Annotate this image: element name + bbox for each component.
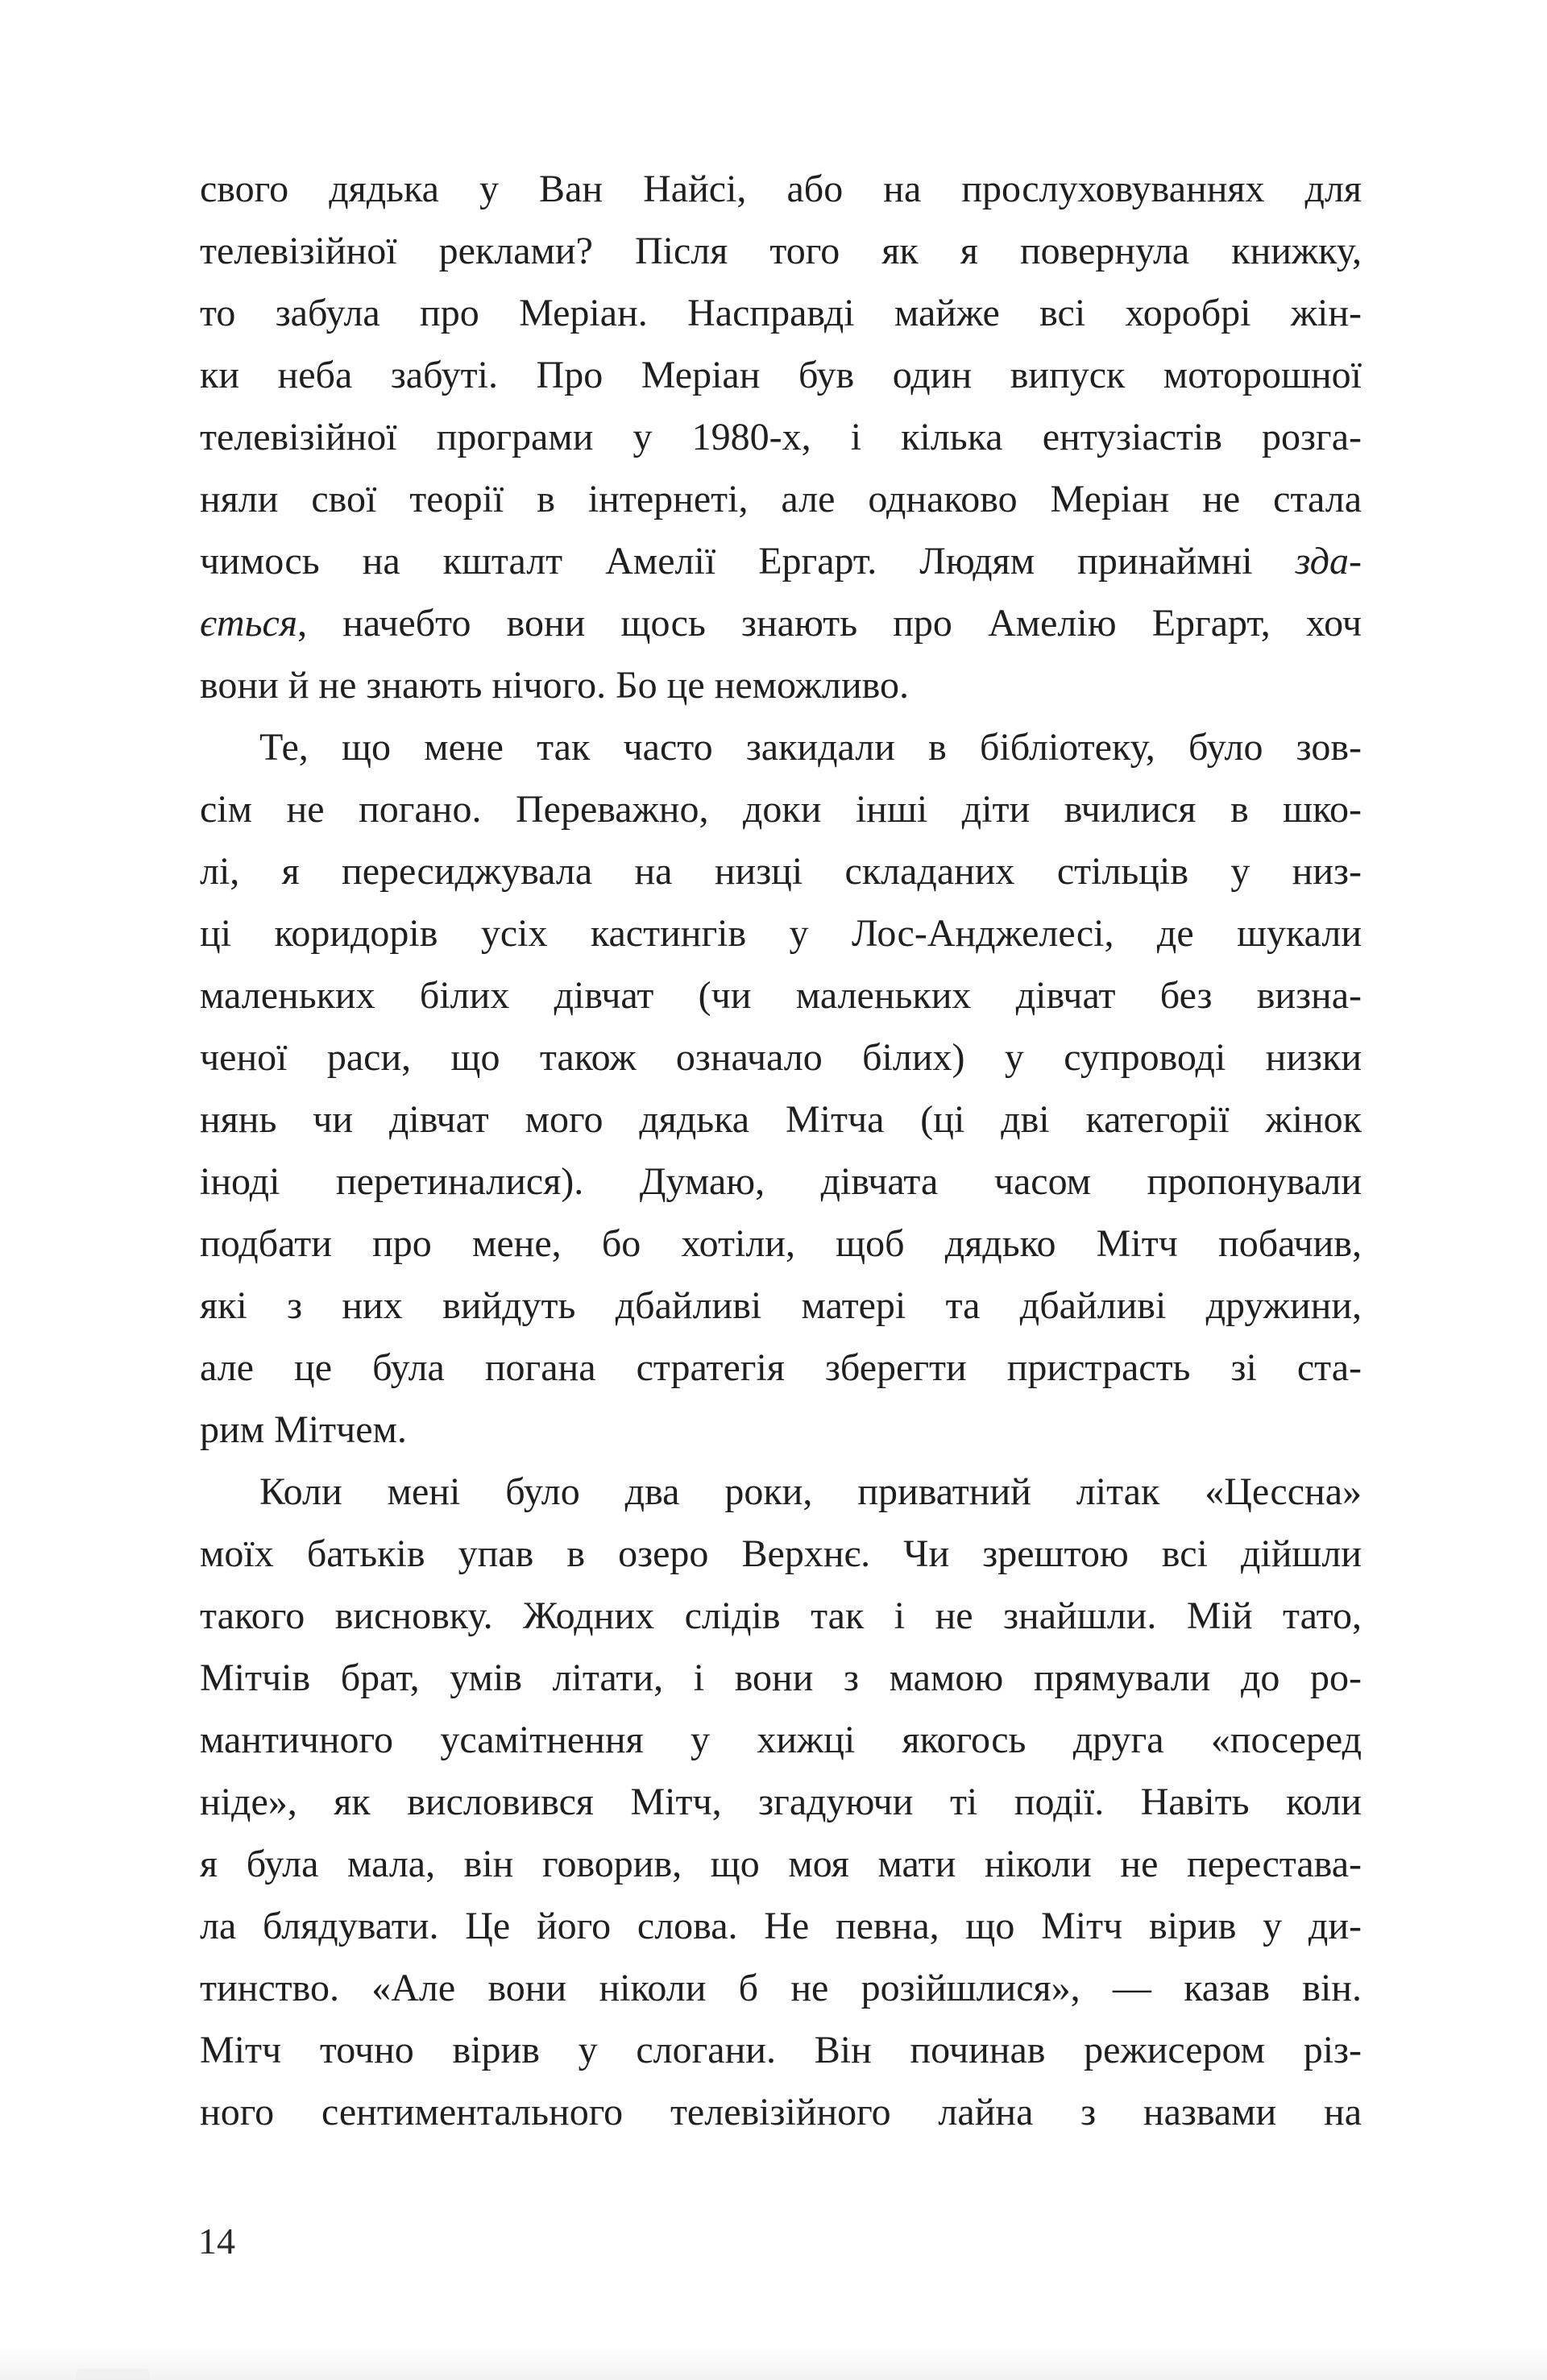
- body-text: мантичного усамітнення у хижці якогось друга «посеред: [200, 1719, 1362, 1761]
- scan-smudge: [77, 2369, 149, 2380]
- body-text: то забула про Меріан. Насправді майже всі хоробрі жін-: [200, 292, 1362, 334]
- body-text: Мітчів брат, умів літати, і вони з мамою прямували до ро-: [200, 1656, 1362, 1699]
- text-line: [200, 778, 1362, 840]
- body-text: ки неба забуті. Про Меріан був один випуск моторошної: [200, 354, 1362, 396]
- body-text: але це була погана стратегія зберегти пристрасть зі ста-: [200, 1346, 1362, 1389]
- text-line: [200, 1275, 1362, 1337]
- body-text: телевізійної реклами? Після того як я повернула книжку,: [200, 230, 1362, 272]
- body-text: іноді перетиналися). Думаю, дівчата часом пропонували: [200, 1160, 1362, 1203]
- body-text: сім не погано. Переважно, доки інші діти вчилися в шко-: [200, 788, 1362, 831]
- page-bottom-edge-shadow: [0, 2346, 1547, 2380]
- text-line: [200, 1585, 1362, 1647]
- body-text: вони й не знають нічого. Бо це неможливо.: [200, 664, 909, 707]
- body-text: подбати про мене, бо хотіли, щоб дядько Мітч побачив,: [200, 1222, 1362, 1265]
- body-text: ці коридорів усіх кастингів у Лос-Анджелесі, де шукали: [200, 912, 1362, 955]
- body-text: нянь чи дівчат мого дядька Мітча (ці дві категорії жінок: [200, 1098, 1362, 1141]
- body-text: Мітч точно вірив у слогани. Він починав режисером різ-: [200, 2029, 1362, 2071]
- text-line: [200, 1213, 1362, 1275]
- text-line: [200, 1088, 1362, 1151]
- body-text: які з них вийдуть дбайливі матері та дбайливі дружини,: [200, 1284, 1362, 1327]
- text-line: [200, 468, 1362, 530]
- text-line: [200, 1709, 1362, 1771]
- body-text: телевізійної програми у 1980-х, і кілька ентузіастів розга-: [200, 416, 1362, 458]
- text-line: [200, 1399, 1362, 1461]
- body-text: маленьких білих дівчат (чи маленьких дівчат без визна-: [200, 974, 1362, 1017]
- text-line: [200, 158, 1362, 220]
- text-line: [200, 1957, 1362, 2019]
- body-text: рим Мітчем.: [200, 1408, 407, 1451]
- body-text: лі, я пересиджувала на низці складаних стільців у низ-: [200, 850, 1362, 893]
- text-line: [200, 530, 1362, 592]
- body-text: я була мала, він говорив, що моя мати ніколи не перестава-: [200, 1843, 1362, 1885]
- text-line: [200, 902, 1362, 964]
- text-line: [200, 220, 1362, 282]
- text-line: [200, 964, 1362, 1026]
- text-line: [200, 654, 1362, 716]
- text-line: [200, 344, 1362, 406]
- body-text: чимось на кшталт Амелії Ергарт. Людям принаймні: [200, 540, 1296, 583]
- body-text: няли свої теорії в інтернеті, але однаково Меріан не стала: [200, 478, 1362, 520]
- text-line: [200, 716, 1362, 778]
- body-text: Те, що мене так часто закидали в бібліотеку, було зов-: [259, 726, 1362, 769]
- body-text: тинство. «Але вони ніколи б не розійшлися», — казав він.: [200, 1967, 1362, 2009]
- body-text: ла блядувати. Це його слова. Не певна, що Мітч вірив у ди-: [200, 1905, 1362, 1947]
- body-text: Коли мені було два роки, приватний літак «Цессна»: [259, 1470, 1362, 1513]
- text-line: [200, 1461, 1362, 1523]
- text-line: [200, 406, 1362, 468]
- body-text: свого дядька у Ван Найсі, або на прослуховуваннях для: [200, 168, 1362, 210]
- text-line: [200, 1026, 1362, 1088]
- text-line: [200, 2081, 1362, 2143]
- text-line: [200, 1523, 1362, 1585]
- text-line: [200, 592, 1362, 654]
- italic-text: зда-: [1295, 540, 1362, 583]
- text-lines: [200, 158, 1362, 2143]
- text-line: [200, 1771, 1362, 1833]
- body-text: моїх батьків упав в озеро Верхнє. Чи зрештою всі дійшли: [200, 1532, 1362, 1575]
- text-line: [200, 1833, 1362, 1895]
- body-text: ніде», як висловився Мітч, згадуючи ті події. Навіть коли: [200, 1781, 1362, 1823]
- italic-text: ється: [200, 602, 298, 645]
- text-line: [200, 282, 1362, 344]
- body-text: ного сентиментального телевізійного лайна з назвами на: [200, 2091, 1362, 2133]
- text-line: [200, 1337, 1362, 1399]
- text-line: [200, 2019, 1362, 2081]
- text-line: [200, 1151, 1362, 1213]
- body-text: ченої раси, що також означало білих) у супроводі низки: [200, 1036, 1362, 1079]
- text-line: [200, 1647, 1362, 1709]
- body-text: такого висновку. Жодних слідів так і не знайшли. Мій тато,: [200, 1594, 1362, 1637]
- page-number: 14: [198, 2220, 235, 2262]
- text-line: [200, 1895, 1362, 1957]
- text-line: [200, 840, 1362, 902]
- body-text: , начебто вони щось знають про Амелію Ергарт, хоч: [297, 602, 1362, 645]
